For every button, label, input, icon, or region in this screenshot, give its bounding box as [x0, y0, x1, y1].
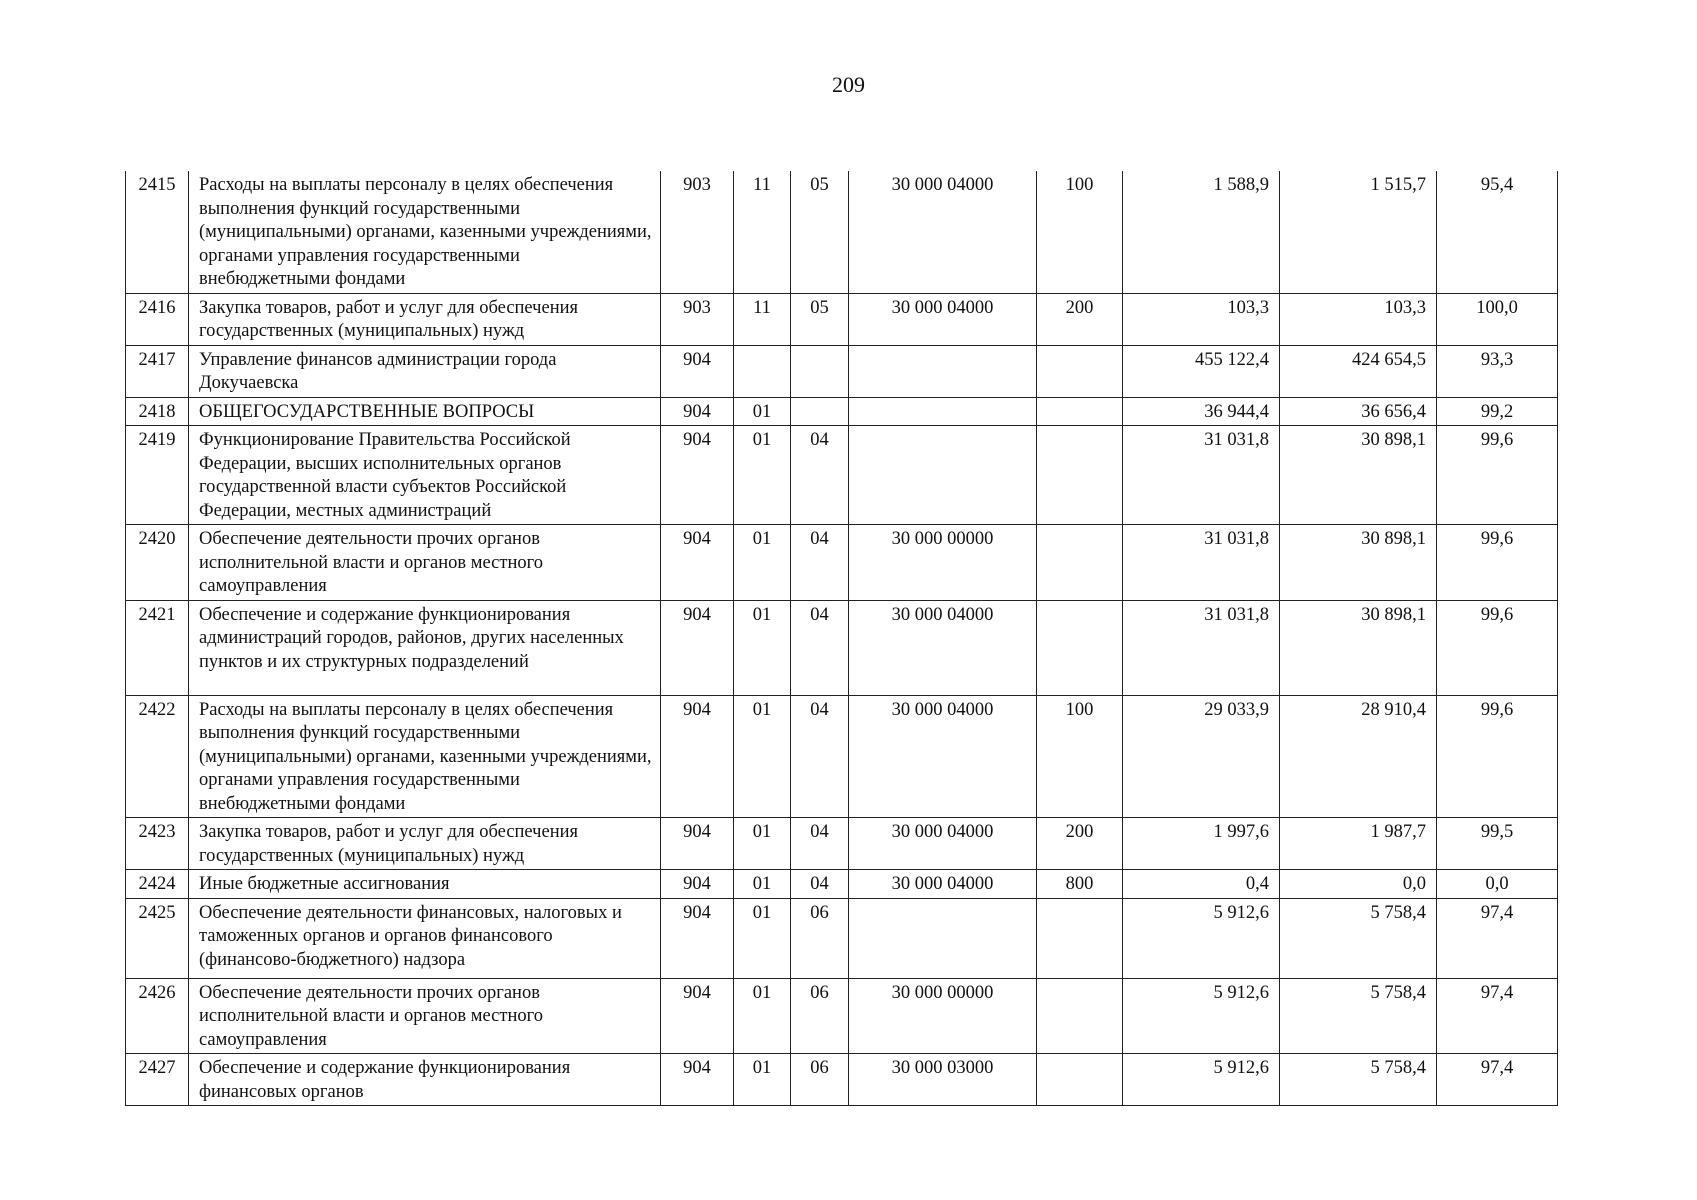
target-article-code — [849, 898, 1037, 978]
section-code — [734, 345, 791, 397]
target-article-code: 30 000 04000 — [849, 293, 1037, 345]
target-article-code: 30 000 04000 — [849, 870, 1037, 899]
actual-amount: 103,3 — [1280, 293, 1437, 345]
row-number: 2419 — [126, 426, 189, 525]
table-row — [126, 870, 1558, 899]
actual-amount: 28 910,4 — [1280, 695, 1437, 818]
execution-percent: 99,5 — [1437, 818, 1558, 870]
planned-amount: 1 997,6 — [1123, 818, 1280, 870]
table-row — [126, 600, 1558, 695]
actual-amount: 36 656,4 — [1280, 397, 1437, 426]
planned-amount: 36 944,4 — [1123, 397, 1280, 426]
planned-amount: 0,4 — [1123, 870, 1280, 899]
actual-amount: 5 758,4 — [1280, 898, 1437, 978]
expense-name: ОБЩЕГОСУДАРСТВЕННЫЕ ВОПРОСЫ — [189, 397, 661, 426]
subsection-code — [791, 397, 849, 426]
subsection-code: 04 — [791, 426, 849, 525]
planned-amount: 31 031,8 — [1123, 525, 1280, 601]
department-code: 904 — [661, 397, 734, 426]
execution-percent: 100,0 — [1437, 293, 1558, 345]
expense-type-code — [1037, 898, 1123, 978]
execution-percent: 99,6 — [1437, 695, 1558, 818]
table-row — [126, 345, 1558, 397]
planned-amount: 455 122,4 — [1123, 345, 1280, 397]
department-code: 904 — [661, 1054, 734, 1106]
subsection-code: 05 — [791, 171, 849, 293]
expense-name: Закупка товаров, работ и услуг для обеспечения государственных (муниципальных) нужд — [189, 293, 661, 345]
section-code: 11 — [734, 171, 791, 293]
expense-type-code: 200 — [1037, 818, 1123, 870]
table-row — [126, 978, 1558, 1054]
department-code: 904 — [661, 695, 734, 818]
subsection-code: 06 — [791, 898, 849, 978]
target-article-code: 30 000 03000 — [849, 1054, 1037, 1106]
target-article-code: 30 000 04000 — [849, 600, 1037, 695]
section-code: 01 — [734, 1054, 791, 1106]
execution-percent: 95,4 — [1437, 171, 1558, 293]
execution-percent: 0,0 — [1437, 870, 1558, 899]
row-number: 2422 — [126, 695, 189, 818]
row-number: 2423 — [126, 818, 189, 870]
expense-name: Управление финансов администрации города Докучаевска — [189, 345, 661, 397]
expense-type-code — [1037, 426, 1123, 525]
section-code: 01 — [734, 525, 791, 601]
row-number: 2427 — [126, 1054, 189, 1106]
subsection-code: 05 — [791, 293, 849, 345]
planned-amount: 31 031,8 — [1123, 600, 1280, 695]
page-number: 209 — [832, 72, 865, 97]
subsection-code: 06 — [791, 978, 849, 1054]
execution-percent: 99,6 — [1437, 525, 1558, 601]
expense-name: Обеспечение и содержание функционирования администраций городов, районов, других населенных пунктов и их структурных подразделений — [189, 600, 661, 695]
actual-amount: 30 898,1 — [1280, 600, 1437, 695]
planned-amount: 31 031,8 — [1123, 426, 1280, 525]
planned-amount: 29 033,9 — [1123, 695, 1280, 818]
actual-amount: 5 758,4 — [1280, 1054, 1437, 1106]
section-code: 01 — [734, 898, 791, 978]
actual-amount: 30 898,1 — [1280, 525, 1437, 601]
row-number: 2424 — [126, 870, 189, 899]
target-article-code: 30 000 00000 — [849, 978, 1037, 1054]
row-number: 2420 — [126, 525, 189, 601]
planned-amount: 5 912,6 — [1123, 898, 1280, 978]
target-article-code — [849, 426, 1037, 525]
expense-type-code: 800 — [1037, 870, 1123, 899]
department-code: 904 — [661, 345, 734, 397]
table-row — [126, 397, 1558, 426]
subsection-code: 04 — [791, 695, 849, 818]
actual-amount: 30 898,1 — [1280, 426, 1437, 525]
row-number: 2425 — [126, 898, 189, 978]
department-code: 903 — [661, 171, 734, 293]
section-code: 01 — [734, 426, 791, 525]
expense-name: Закупка товаров, работ и услуг для обеспечения государственных (муниципальных) нужд — [189, 818, 661, 870]
expense-type-code — [1037, 600, 1123, 695]
expense-type-code — [1037, 397, 1123, 426]
execution-percent: 97,4 — [1437, 898, 1558, 978]
expense-type-code — [1037, 345, 1123, 397]
execution-percent: 97,4 — [1437, 1054, 1558, 1106]
department-code: 904 — [661, 525, 734, 601]
table-row — [126, 818, 1558, 870]
execution-percent: 99,6 — [1437, 426, 1558, 525]
expense-name: Обеспечение и содержание функционирования финансовых органов — [189, 1054, 661, 1106]
department-code: 903 — [661, 293, 734, 345]
subsection-code: 04 — [791, 600, 849, 695]
subsection-code: 04 — [791, 870, 849, 899]
execution-percent: 99,2 — [1437, 397, 1558, 426]
department-code: 904 — [661, 600, 734, 695]
subsection-code: 06 — [791, 1054, 849, 1106]
actual-amount: 1 987,7 — [1280, 818, 1437, 870]
execution-percent: 97,4 — [1437, 978, 1558, 1054]
section-code: 01 — [734, 978, 791, 1054]
section-code: 01 — [734, 870, 791, 899]
planned-amount: 103,3 — [1123, 293, 1280, 345]
target-article-code: 30 000 04000 — [849, 695, 1037, 818]
row-number: 2421 — [126, 600, 189, 695]
row-number: 2416 — [126, 293, 189, 345]
expense-type-code — [1037, 1054, 1123, 1106]
subsection-code — [791, 345, 849, 397]
expense-type-code — [1037, 525, 1123, 601]
expense-name: Функционирование Правительства Российской Федерации, высших исполнительных органов государственной власти субъектов Российской Федерации, местных администраций — [189, 426, 661, 525]
section-code: 11 — [734, 293, 791, 345]
expense-type-code — [1037, 978, 1123, 1054]
target-article-code: 30 000 04000 — [849, 818, 1037, 870]
budget-table — [125, 171, 1558, 1106]
target-article-code: 30 000 00000 — [849, 525, 1037, 601]
planned-amount: 5 912,6 — [1123, 978, 1280, 1054]
expense-name: Расходы на выплаты персоналу в целях обеспечения выполнения функций государственными (муниципальными) органами, казенными учреждениями, органами управления государственными внебюджетными фондами — [189, 171, 661, 293]
expense-name: Обеспечение деятельности прочих органов исполнительной власти и органов местного самоуправления — [189, 978, 661, 1054]
expense-name: Расходы на выплаты персоналу в целях обеспечения выполнения функций государственными (муниципальными) органами, казенными учреждениями, органами управления государственными внебюджетными фондами — [189, 695, 661, 818]
table-row — [126, 171, 1558, 293]
row-number: 2417 — [126, 345, 189, 397]
actual-amount: 1 515,7 — [1280, 171, 1437, 293]
execution-percent: 93,3 — [1437, 345, 1558, 397]
expense-name: Обеспечение деятельности финансовых, налоговых и таможенных органов и органов финансового (финансово-бюджетного) надзора — [189, 898, 661, 978]
subsection-code: 04 — [791, 818, 849, 870]
actual-amount: 0,0 — [1280, 870, 1437, 899]
row-number: 2426 — [126, 978, 189, 1054]
table-row — [126, 426, 1558, 525]
section-code: 01 — [734, 397, 791, 426]
expense-name: Обеспечение деятельности прочих органов исполнительной власти и органов местного самоуправления — [189, 525, 661, 601]
row-number: 2418 — [126, 397, 189, 426]
table-row — [126, 293, 1558, 345]
actual-amount: 424 654,5 — [1280, 345, 1437, 397]
actual-amount: 5 758,4 — [1280, 978, 1437, 1054]
department-code: 904 — [661, 818, 734, 870]
expense-name: Иные бюджетные ассигнования — [189, 870, 661, 899]
department-code: 904 — [661, 978, 734, 1054]
row-number: 2415 — [126, 171, 189, 293]
target-article-code — [849, 345, 1037, 397]
execution-percent: 99,6 — [1437, 600, 1558, 695]
table-row — [126, 525, 1558, 601]
subsection-code: 04 — [791, 525, 849, 601]
target-article-code: 30 000 04000 — [849, 171, 1037, 293]
expense-type-code: 200 — [1037, 293, 1123, 345]
table-row — [126, 898, 1558, 978]
table-row — [126, 1054, 1558, 1106]
department-code: 904 — [661, 426, 734, 525]
department-code: 904 — [661, 870, 734, 899]
section-code: 01 — [734, 695, 791, 818]
table-row — [126, 695, 1558, 818]
section-code: 01 — [734, 600, 791, 695]
planned-amount: 5 912,6 — [1123, 1054, 1280, 1106]
section-code: 01 — [734, 818, 791, 870]
department-code: 904 — [661, 898, 734, 978]
expense-type-code: 100 — [1037, 171, 1123, 293]
target-article-code — [849, 397, 1037, 426]
expense-type-code: 100 — [1037, 695, 1123, 818]
planned-amount: 1 588,9 — [1123, 171, 1280, 293]
